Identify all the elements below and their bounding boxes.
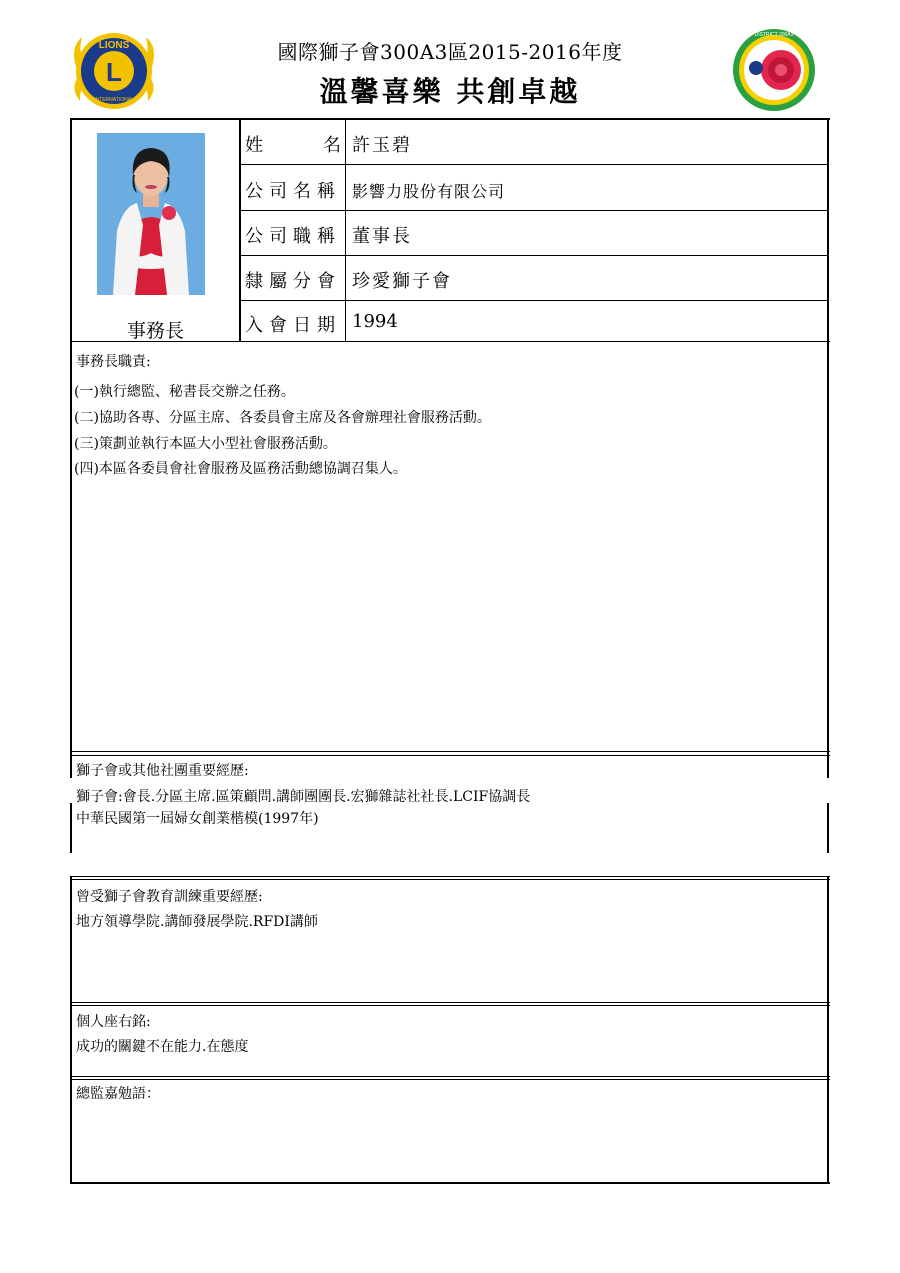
duty-item: (四)本區各委員會社會服務及區務活動總協調召集人。 xyxy=(74,461,407,477)
experience-heading: 獅子會或其他社團重要經歷: xyxy=(76,763,249,779)
lions-international-logo xyxy=(68,27,160,115)
row-divider-1 xyxy=(240,164,828,165)
profile-top-border xyxy=(70,118,830,120)
field-value-join-date: 1994 xyxy=(352,311,398,332)
field-value-name: 許玉碧 xyxy=(352,135,412,156)
field-value-club: 珍愛獅子會 xyxy=(352,271,452,292)
row-divider-2 xyxy=(240,210,828,211)
row-divider-4 xyxy=(240,300,828,301)
experience-left-border xyxy=(70,803,72,853)
experience-top-border-1 xyxy=(70,751,830,752)
position-title: 事務長 xyxy=(126,320,184,342)
field-value-job-title: 董事長 xyxy=(352,226,412,247)
duty-item: (二)協助各專、分區主席、各委員會主席及各會辦理社會服務活動。 xyxy=(74,410,491,426)
profile-left-border xyxy=(70,118,72,778)
motto-top-border-2 xyxy=(70,1005,830,1006)
district-300a3-logo xyxy=(732,28,816,112)
experience-line: 獅子會:會長.分區主席.區策顧問.講師團團長.宏獅雜誌社社長.LCIF協調長 xyxy=(76,789,531,805)
lower-left-border xyxy=(70,876,72,1184)
row-divider-3 xyxy=(240,255,828,256)
profile-right-border xyxy=(827,118,829,778)
experience-line: 中華民國第一屆婦女創業楷模(1997年) xyxy=(76,811,319,827)
field-label-club: 隸屬分會 xyxy=(245,271,341,292)
lions-logo-top-text: LIONS xyxy=(98,40,130,51)
field-label-join-date: 入會日期 xyxy=(245,315,341,336)
duty-item: (三)策劃並執行本區大小型社會服務活動。 xyxy=(74,436,337,452)
training-top-border-1 xyxy=(70,876,830,877)
page-title: 國際獅子會300A3區2015-2016年度 xyxy=(277,40,623,64)
personal-motto-line: 成功的關鍵不在能力.在態度 xyxy=(76,1039,249,1055)
duties-heading: 事務長職責: xyxy=(76,354,151,370)
experience-top-border-2 xyxy=(70,755,830,756)
training-top-border-2 xyxy=(70,879,830,880)
field-label-company: 公司名稱 xyxy=(245,181,341,202)
field-label-job-title: 公司職稱 xyxy=(245,226,341,247)
lions-logo-bottom-text: INTERNATIONAL xyxy=(94,97,134,103)
governor-top-border-2 xyxy=(70,1079,830,1080)
personal-motto-heading: 個人座右銘: xyxy=(76,1014,151,1030)
label-divider xyxy=(345,118,346,342)
experience-right-border xyxy=(827,803,829,853)
lower-right-border xyxy=(827,876,829,1184)
motto-top-border-1 xyxy=(70,1002,830,1003)
page-motto: 溫馨喜樂 共創卓越 xyxy=(319,75,581,108)
field-label-name: 姓 名 xyxy=(245,135,341,156)
table-bottom-border xyxy=(70,1182,830,1184)
training-line: 地方領導學院.講師發展學院.RFDI講師 xyxy=(76,914,318,930)
duty-item: (一)執行總監、秘書長交辦之任務。 xyxy=(74,384,295,400)
governor-top-border-1 xyxy=(70,1076,830,1077)
district-logo-text: DISTRICT 300A3 xyxy=(754,32,794,38)
member-photo xyxy=(97,133,205,295)
field-value-company: 影響力股份有限公司 xyxy=(352,182,506,201)
photo-divider xyxy=(239,118,241,342)
training-heading: 曾受獅子會教育訓練重要經歷: xyxy=(76,889,263,905)
lions-logo-letter: L xyxy=(106,57,122,87)
governor-remarks-heading: 總監嘉勉語： xyxy=(76,1086,160,1102)
